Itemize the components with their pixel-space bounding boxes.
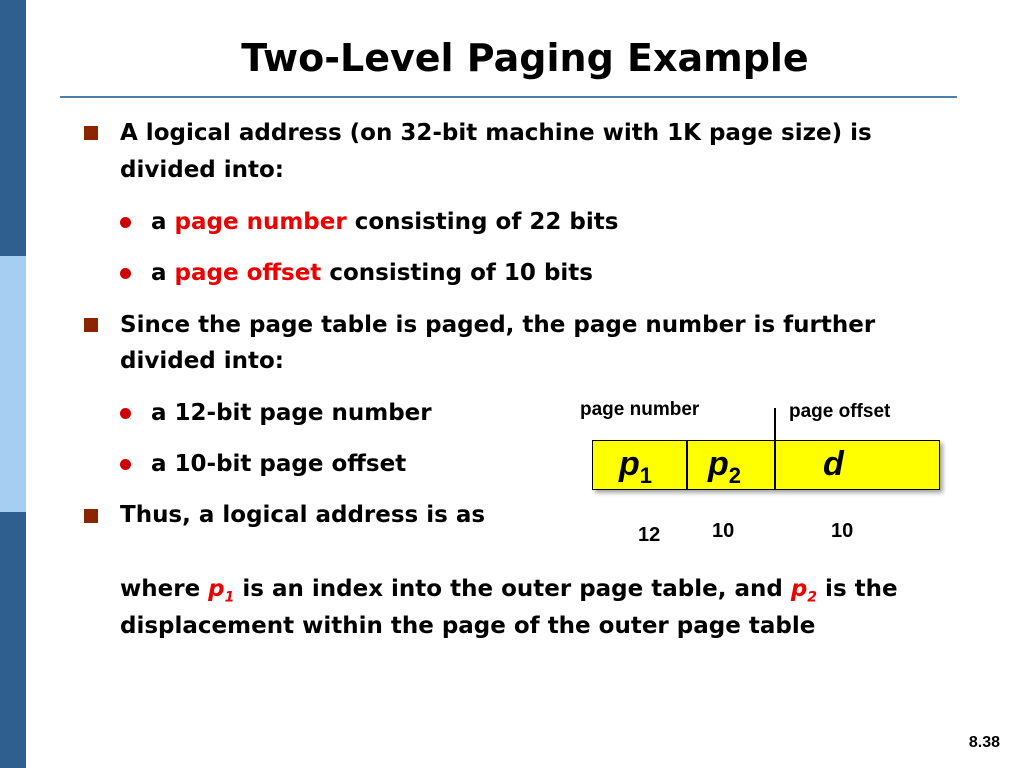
- field-d: d: [823, 445, 844, 483]
- label-page-number: page number: [580, 399, 700, 420]
- bullet-3-text: Thus, a logical address is as: [120, 502, 486, 528]
- sub-bullet-2-prefix: a: [151, 260, 175, 286]
- sub-bullet-12-bit: a 12-bit page number: [151, 400, 432, 426]
- where-p2-letter: p: [790, 576, 808, 602]
- bullet-2-line-2: divided into:: [120, 348, 285, 374]
- sidebar-segment-middle: [0, 256, 26, 512]
- bullet-2-line-1: Since the page table is paged, the page number is further: [120, 312, 876, 338]
- field-p2-letter: p: [708, 445, 729, 483]
- where-p2-subscript: 2: [807, 589, 818, 606]
- where-text-c: is the: [817, 576, 898, 602]
- field-p2-subscript: 2: [728, 462, 742, 488]
- where-p1: [208, 576, 235, 606]
- slide-number: 8.38: [968, 734, 1000, 751]
- sub-bullet-10-bit: a 10-bit page offset: [151, 451, 407, 477]
- sidebar-segment-top: [0, 0, 26, 256]
- where-p1-subscript: 1: [224, 589, 235, 606]
- bullet-square-1: [84, 126, 98, 140]
- field-p2: [708, 444, 742, 488]
- sidebar-segment-bottom: [0, 512, 26, 768]
- sub-bullet-page-number: [151, 204, 618, 240]
- bits-p1: 12: [638, 524, 661, 546]
- title-underline: [60, 96, 957, 98]
- bits-d: 10: [831, 520, 854, 542]
- where-text-a: where: [120, 576, 209, 602]
- bullet-dot-1: [120, 217, 131, 228]
- where-line-1: [120, 571, 898, 607]
- bullet-1-line-1: A logical address (on 32-bit machine with 1K page size) is: [120, 120, 872, 146]
- divider-tick: [774, 408, 776, 442]
- bullet-square-2: [84, 318, 98, 332]
- left-decorative-bar: [0, 0, 26, 768]
- field-separator-2: [774, 441, 776, 489]
- bullet-square-3: [84, 509, 98, 523]
- label-page-offset: page offset: [789, 401, 891, 422]
- bullet-dot-3: [120, 408, 131, 419]
- where-p2: [790, 576, 818, 606]
- bullet-1-line-2: divided into:: [120, 157, 285, 183]
- sub-bullet-1-prefix: a: [151, 209, 175, 235]
- bits-p2: 10: [712, 520, 735, 542]
- where-text-b: is an index into the outer page table, and: [234, 576, 791, 602]
- field-p1: [619, 444, 653, 488]
- sub-bullet-2-suffix: consisting of 10 bits: [321, 260, 593, 286]
- sub-bullet-page-offset: [151, 255, 593, 291]
- term-page-number: page number: [174, 209, 347, 235]
- where-line-2: displacement within the page of the outer page table: [120, 613, 816, 639]
- where-p1-letter: p: [208, 576, 225, 602]
- bullet-dot-4: [120, 459, 131, 470]
- field-p1-subscript: 1: [639, 462, 653, 488]
- slide-title: Two-Level Paging Example: [241, 36, 809, 80]
- term-page-offset: page offset: [174, 260, 322, 286]
- sub-bullet-1-suffix: consisting of 22 bits: [346, 209, 619, 235]
- field-p1-letter: p: [619, 445, 640, 483]
- bullet-dot-2: [120, 268, 131, 279]
- logical-address-box: [592, 440, 940, 490]
- field-separator-1: [686, 441, 688, 489]
